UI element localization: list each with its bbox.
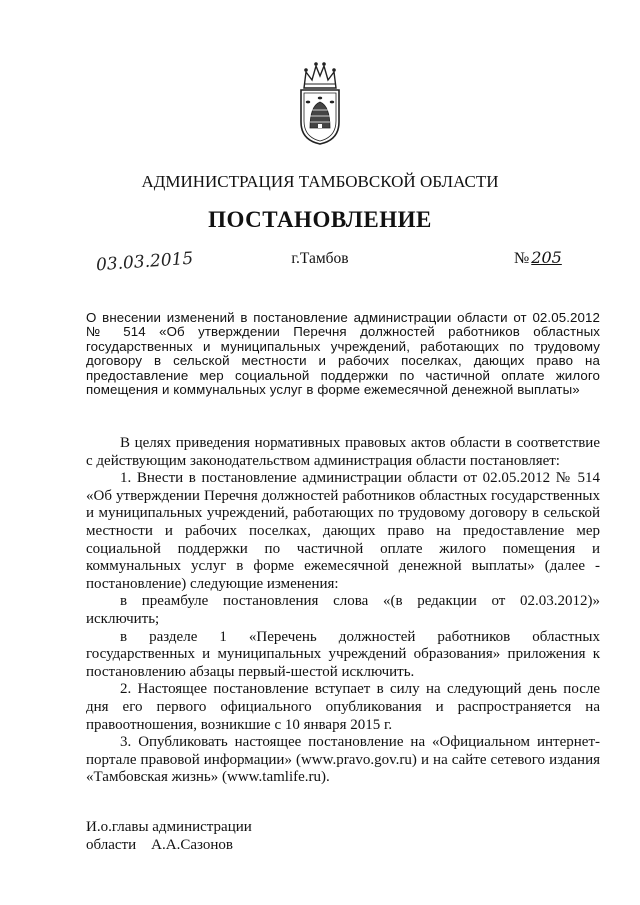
- signature-block: [86, 818, 252, 854]
- number-value: 205: [531, 248, 562, 267]
- document-subject: О внесении изменений в постановление администрации области от 02.05.2012 № 514 «Об утверждении Перечня должностей работников областных государственных и муниципальных учреждений, работающих по трудовому договору в сельской местности и рабочих поселках, дающих право на предоставление мер социальной поддержки по частичной оплате жилого помещения и коммунальных услуг в форме ежемесячной денежной выплаты»: [86, 310, 600, 398]
- clause-3-paragraph: 3. Опубликовать настоящее постановление на «Официальном интернет-портале правовой информации» (www.pravo.gov.ru) и на сайте сетевого издания «Тамбовская жизнь» (www.tamlife.ru).: [86, 734, 600, 786]
- clause-1-paragraph: 1. Внести в постановление администрации области от 02.05.2012 № 514 «Об утверждении Перечня должностей работников областных государственных и муниципальных учреждений, работающих по трудовому договору в сельской местности и рабочих поселках, дающих право на предоставление мер социальной поддержки по частичной оплате жилого помещения и коммунальных услуг в форме ежемесячной денежной выплаты» (далее - постановление) следующие изменения:: [86, 470, 600, 592]
- signature-position: области: [86, 837, 137, 853]
- document-city: г.Тамбов: [291, 250, 349, 267]
- signature-line-2: [86, 836, 252, 854]
- clause-1-preamble-change: в преамбуле постановления слова «(в редакции от 02.03.2012)» исключить;: [86, 593, 600, 627]
- clause-1-section-change: в разделе 1 «Перечень должностей работников областных государственных и муниципальных учреждений образования» приложения к постановлению абзацы первый-шестой исключить.: [86, 628, 600, 680]
- signature-name: А.А.Сазонов: [151, 837, 233, 853]
- clause-2-paragraph: 2. Настоящее постановление вступает в силу на следующий день после дня его первого официального опубликования и распространяется на правоотношения, возникшие с 10 января 2015 г.: [86, 681, 600, 733]
- signature-line-1: И.о.главы администрации: [86, 819, 252, 835]
- document-number: [514, 248, 562, 268]
- coat-of-arms-icon: [296, 58, 344, 146]
- document-type-title: ПОСТАНОВЛЕНИЕ: [208, 207, 432, 232]
- preamble-paragraph: В целях приведения нормативных правовых актов области в соответствие с действующим законодательством администрация области постановляет:: [86, 435, 600, 469]
- document-date: 03.03.2015: [95, 248, 194, 276]
- document-body: [86, 435, 600, 787]
- organization-name: АДМИНИСТРАЦИЯ ТАМБОВСКОЙ ОБЛАСТИ: [141, 172, 499, 191]
- number-prefix: №: [514, 250, 530, 267]
